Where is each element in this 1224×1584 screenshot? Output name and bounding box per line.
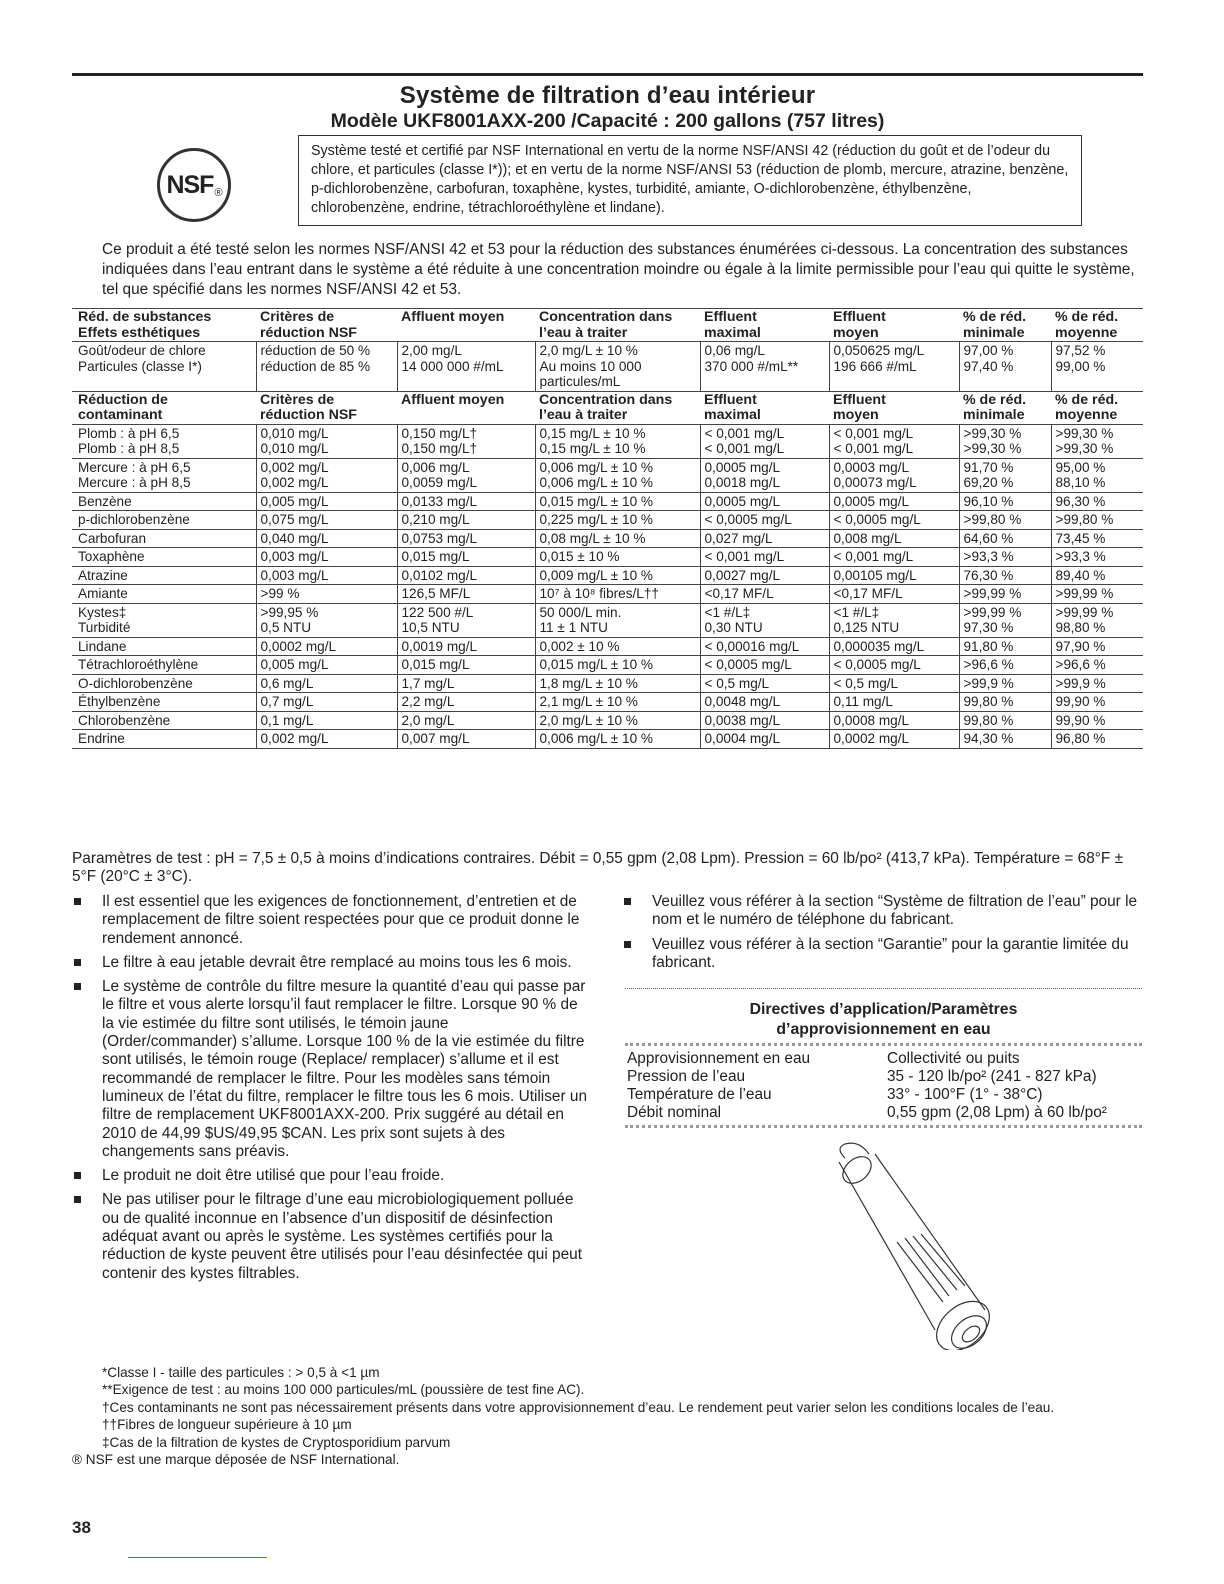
nsf-logo-reg: ®: [214, 187, 222, 199]
nsf-logo-text: NSF: [166, 170, 214, 199]
table-cell: 0,0002 mg/L: [256, 637, 397, 656]
table-header-cell: Réduction de contaminant: [78, 391, 168, 423]
table-row: [72, 529, 1143, 548]
directives-divider: [625, 988, 1142, 989]
table-cell: 0,015 mg/L ± 10 %: [535, 656, 700, 675]
table-cell: >99,99 % 98,80 %: [1051, 603, 1143, 637]
table-cell: 0,075 mg/L: [256, 511, 397, 530]
table-cell: 122 500 #/L 10,5 NTU: [397, 603, 535, 637]
table-cell: 126,5 MF/L: [397, 585, 535, 604]
table-cell: >99 %: [256, 585, 397, 604]
table-header-cell: % de réd. moyenne: [1055, 309, 1119, 341]
filter-cartridge-illustration: [825, 1140, 1005, 1350]
table-cell: 0,007 mg/L: [397, 730, 535, 749]
table-cell: 0,15 mg/L ± 10 % 0,15 mg/L ± 10 %: [535, 424, 700, 458]
footnote: †Ces contaminants ne sont pas nécessairement présents dans votre approvisionnement d’eau. Le rendement peut varier selon les conditions locales de l’eau.: [102, 1399, 1055, 1415]
table-cell: Tétrachloroéthylène: [78, 657, 199, 672]
table-cell: < 0,0005 mg/L: [829, 511, 959, 530]
directives-row: Température de l’eau 33° - 100°F (1° - 38°C): [627, 1086, 1043, 1103]
performance-table: [72, 308, 1143, 749]
table-cell: 0,027 mg/L: [700, 529, 829, 548]
table-cell: 0,0038 mg/L: [700, 711, 829, 730]
table-row: [72, 342, 1143, 392]
table-cell: >96,6 %: [959, 656, 1051, 675]
table-row: [72, 603, 1143, 637]
table-cell: 2,0 mg/L: [397, 711, 535, 730]
table-row: [72, 674, 1143, 693]
table-cell: 97,90 %: [1051, 637, 1143, 656]
table-header-cell: % de réd. minimale: [963, 309, 1027, 341]
table-cell: 0,002 ± 10 %: [535, 637, 700, 656]
table-cell: 0,000035 mg/L: [829, 637, 959, 656]
bullet-item: Il est essentiel que les exigences de fonctionnement, d’entretien et de remplacement de filtre soient respectées pour que ce produit donne le rendement annoncé.: [72, 893, 587, 948]
table-cell: <1 #/L‡ 0,30 NTU: [700, 603, 829, 637]
footer-rule: [128, 1557, 267, 1558]
table-header-cell: Affluent moyen: [401, 309, 505, 325]
table-cell: 0,015 ± 10 %: [535, 548, 700, 567]
table-cell: < 0,001 mg/L: [700, 548, 829, 567]
footnote: ‡Cas de la filtration de kystes de Cryptosporidium parvum: [102, 1434, 451, 1450]
table-header-cell: Effluent maximal: [704, 391, 761, 423]
table-cell: >99,9 %: [1051, 674, 1143, 693]
table-cell: 0,003 mg/L: [256, 548, 397, 567]
bullet-item: Le système de contrôle du filtre mesure la quantité d’eau qui passe par le filtre et vous alerte lorsqu’il faut remplacer le filtre. Lorsque 90 % de la vie estimée du filtre sont utilisés, le témoin jaune (Order/commander) s’allume. Lorsque 100 % de la vie estimée du filtre sont utilisés, le témoin rouge (Replace/ remplacer) s’allume et il est recommandé de remplacer le filtre. Pour les modèles sans témoin lumineux de l’état du filtre, remplacer le filtre tous les 6 mois. Utiliser un filtre de remplacement UKF8001AXX-200. Prix suggéré au détail en 2010 de 44,99 $US/49,95 $CAN. Les prix sont sujets à des changements sans préavis.: [72, 978, 587, 1161]
table-row: [72, 548, 1143, 567]
bullet-item: Veuillez vous référer à la section “Système de filtration de l’eau” pour le nom et le numéro de téléphone du fabricant.: [622, 893, 1144, 930]
table-cell: 2,00 mg/L 14 000 000 #/mL: [397, 342, 535, 392]
table-cell: >99,30 % >99,30 %: [1051, 424, 1143, 458]
table-cell: 0,015 mg/L: [397, 656, 535, 675]
table-cell: 0,0133 mg/L: [397, 492, 535, 511]
table-cell: 0,002 mg/L: [256, 730, 397, 749]
table-cell: >93,3 %: [959, 548, 1051, 567]
table-cell: 0,003 mg/L: [256, 566, 397, 585]
test-parameters: Paramètres de test : pH = 7,5 ± 0,5 à moins d’indications contraires. Débit = 0,55 gpm (2,08 Lpm). Pression = 60 lb/po² (413,7 kPa). Température = 68°F ± 5°F (20°C ± 3°C).: [72, 850, 1124, 885]
table-cell: Plomb : à pH 6,5 Plomb : à pH 8,5: [78, 425, 180, 456]
table-cell: <1 #/L‡ 0,125 NTU: [829, 603, 959, 637]
table-cell: 96,30 %: [1051, 492, 1143, 511]
table-row: [72, 711, 1143, 730]
footnotes: [72, 1364, 1143, 1468]
table-cell: 0,002 mg/L 0,002 mg/L: [256, 458, 397, 492]
table-cell: <0,17 MF/L: [829, 585, 959, 604]
table-cell: 0,7 mg/L: [256, 693, 397, 712]
table-cell: < 0,001 mg/L: [829, 548, 959, 567]
bullet-item: Veuillez vous référer à la section “Garantie” pour la garantie limitée du fabricant.: [622, 936, 1144, 973]
table-row: [72, 511, 1143, 530]
table-cell: < 0,001 mg/L < 0,001 mg/L: [829, 424, 959, 458]
table-cell: < 0,0005 mg/L: [829, 656, 959, 675]
table-header-cell: % de réd. moyenne: [1055, 391, 1119, 423]
table-cell: >99,99 % 97,30 %: [959, 603, 1051, 637]
table-cell: < 0,5 mg/L: [829, 674, 959, 693]
certification-box: Système testé et certifié par NSF International en vertu de la norme NSF/ANSI 42 (réduction du goût et de l’odeur du chlore, et particules (classe I*)); et en vertu de la norme NSF/ANSI 53 (réduction de plomb, mercure, atrazine, benzène, p-dichlorobenzène, carbofuran, toxaphène, kystes, turbidité, amiante, O-dichlorobenzène, éthylbenzène, chlorobenzène, endrine, tétrachloroéthylène et lindane).: [298, 135, 1082, 226]
table-cell: Éthylbenzène: [78, 694, 161, 709]
table-cell: 2,0 mg/L ± 10 %: [535, 711, 700, 730]
table-cell: >99,30 % >99,30 %: [959, 424, 1051, 458]
directives-table: [625, 1043, 1142, 1128]
table-cell: 94,30 %: [959, 730, 1051, 749]
table-cell: >96,6 %: [1051, 656, 1143, 675]
table-cell: p-dichlorobenzène: [78, 512, 190, 527]
table-cell: 0,005 mg/L: [256, 492, 397, 511]
table-cell: >93,3 %: [1051, 548, 1143, 567]
footnote: **Exigence de test : au moins 100 000 particules/mL (poussière de test fine AC).: [102, 1382, 585, 1398]
table-cell: 0,0004 mg/L: [700, 730, 829, 749]
table-cell: 73,45 %: [1051, 529, 1143, 548]
table-header-cell: Critères de réduction NSF: [260, 309, 357, 341]
table-cell: >99,80 %: [1051, 511, 1143, 530]
table-cell: >99,95 % 0,5 NTU: [256, 603, 397, 637]
table-cell: 96,80 %: [1051, 730, 1143, 749]
table-cell: 0,150 mg/L† 0,150 mg/L†: [397, 424, 535, 458]
table-cell: O-dichlorobenzène: [78, 675, 193, 691]
table-row: [72, 693, 1143, 712]
table-cell: < 0,5 mg/L: [700, 674, 829, 693]
page-number: 38: [72, 1518, 91, 1537]
table-row: [72, 424, 1143, 458]
table-cell: 2,2 mg/L: [397, 693, 535, 712]
table-cell: 0,0753 mg/L: [397, 529, 535, 548]
table-cell: 0,0019 mg/L: [397, 637, 535, 656]
table-cell: 0,015 mg/L: [397, 548, 535, 567]
table-cell: Carbofuran: [78, 530, 147, 546]
table-header-cell: Concentration dans l’eau à traiter: [539, 391, 673, 423]
table-cell: 0,1 mg/L: [256, 711, 397, 730]
table-cell: < 0,001 mg/L < 0,001 mg/L: [700, 424, 829, 458]
table-cell: 0,0002 mg/L: [829, 730, 959, 749]
table-cell: < 0,0005 mg/L: [700, 511, 829, 530]
table-cell: Kystes‡ Turbidité: [78, 604, 131, 635]
table-cell: < 0,00016 mg/L: [700, 637, 829, 656]
footnote: ††Fibres de longueur supérieure à 10 µm: [102, 1417, 352, 1433]
table-cell: 91,80 %: [959, 637, 1051, 656]
table-cell: 2,0 mg/L ± 10 % Au moins 10 000 particules/mL: [535, 342, 700, 392]
table-header-row: [72, 309, 1143, 342]
table-cell: 2,1 mg/L ± 10 %: [535, 693, 700, 712]
table-cell: 0,005 mg/L: [256, 656, 397, 675]
directives-title: Directives d’application/Paramètres d’approvisionnement en eau: [749, 1001, 1018, 1038]
bullet-item: Ne pas utiliser pour le filtrage d’une eau microbiologiquement polluée ou de qualité inconnue en l’absence d’un dispositif de désinfection adéquat avant ou après le système. Les systèmes certifiés pour la réduction de kyste peuvent être utilisés pour l’eau désinfectée qui peut contenir des kystes filtrables.: [72, 1191, 587, 1282]
table-header-cell: % de réd. minimale: [963, 391, 1027, 423]
table-cell: 0,015 mg/L ± 10 %: [535, 492, 700, 511]
footnote: *Classe I - taille des particules : > 0,5 à <1 µm: [102, 1365, 380, 1380]
table-cell: 0,006 mg/L 0,0059 mg/L: [397, 458, 535, 492]
table-header-row: [72, 391, 1143, 424]
table-cell: Chlorobenzène: [78, 712, 171, 728]
table-cell: 0,08 mg/L ± 10 %: [535, 529, 700, 548]
table-cell: 0,050625 mg/L 196 666 #/mL: [829, 342, 959, 392]
table-cell: < 0,0005 mg/L: [700, 656, 829, 675]
table-cell: Toxaphène: [78, 549, 145, 564]
table-row: [72, 637, 1143, 656]
table-cell: 0,06 mg/L 370 000 #/mL**: [700, 342, 829, 392]
directives-row: Débit nominal 0,55 gpm (2,08 Lpm) à 60 lb/po²: [627, 1104, 1107, 1121]
table-row: [72, 492, 1143, 511]
table-cell: 0,6 mg/L: [256, 674, 397, 693]
table-cell: 1,8 mg/L ± 10 %: [535, 674, 700, 693]
table-cell: 95,00 % 88,10 %: [1051, 458, 1143, 492]
table-header-cell: Affluent moyen: [401, 391, 505, 408]
table-header-cell: Critères de réduction NSF: [260, 391, 357, 423]
table-cell: 0,006 mg/L ± 10 %: [535, 730, 700, 749]
table-cell: Mercure : à pH 6,5 Mercure : à pH 8,5: [78, 459, 191, 490]
table-header-cell: Réd. de substances Effets esthétiques: [78, 309, 212, 341]
directives-row: Approvisionnement en eau Collectivité ou puits: [627, 1050, 1020, 1067]
table-row: [72, 585, 1143, 604]
table-cell: 0,210 mg/L: [397, 511, 535, 530]
table-cell: 96,10 %: [959, 492, 1051, 511]
table-row: [72, 656, 1143, 675]
table-header-cell: Effluent moyen: [833, 309, 886, 341]
trademark-note: ® NSF est une marque déposée de NSF International.: [72, 1452, 400, 1468]
table-cell: 0,0005 mg/L 0,0018 mg/L: [700, 458, 829, 492]
directives-row: Pression de l’eau 35 - 120 lb/po² (241 - 827 kPa): [627, 1068, 1097, 1085]
table-cell: 0,00105 mg/L: [829, 566, 959, 585]
table-cell: 0,0102 mg/L: [397, 566, 535, 585]
table-cell: 0,0003 mg/L 0,00073 mg/L: [829, 458, 959, 492]
table-cell: 64,60 %: [959, 529, 1051, 548]
table-cell: 0,040 mg/L: [256, 529, 397, 548]
top-rule: [72, 73, 1143, 76]
table-cell: 0,0005 mg/L: [700, 492, 829, 511]
bullet-list-right: [622, 893, 1144, 978]
table-cell: 0,009 mg/L ± 10 %: [535, 566, 700, 585]
table-cell: Endrine: [78, 731, 125, 746]
table-cell: <0,17 MF/L: [700, 585, 829, 604]
table-cell: 76,30 %: [959, 566, 1051, 585]
table-cell: 0,0005 mg/L: [829, 492, 959, 511]
table-cell: 99,80 %: [959, 693, 1051, 712]
table-cell: Lindane: [78, 638, 127, 654]
table-row: [72, 730, 1143, 749]
table-cell: 89,40 %: [1051, 566, 1143, 585]
table-cell: 99,90 %: [1051, 711, 1143, 730]
page-title: Système de filtration d’eau intérieur: [399, 82, 816, 109]
bullet-list-left: [72, 893, 587, 1289]
table-cell: 0,006 mg/L ± 10 % 0,006 mg/L ± 10 %: [535, 458, 700, 492]
table-cell: 0,0008 mg/L: [829, 711, 959, 730]
table-cell: 50 000/L min. 11 ± 1 NTU: [535, 603, 700, 637]
table-cell: 0,225 mg/L ± 10 %: [535, 511, 700, 530]
table-cell: 99,80 %: [959, 711, 1051, 730]
table-cell: 1,7 mg/L: [397, 674, 535, 693]
table-cell: >99,80 %: [959, 511, 1051, 530]
table-cell: 0,11 mg/L: [829, 693, 959, 712]
table-cell: réduction de 50 % réduction de 85 %: [256, 342, 397, 392]
bullet-item: Le filtre à eau jetable devrait être remplacé au moins tous les 6 mois.: [72, 954, 587, 972]
table-row: [72, 566, 1143, 585]
table-cell: 0,008 mg/L: [829, 529, 959, 548]
table-cell: 99,90 %: [1051, 693, 1143, 712]
table-cell: 0,0048 mg/L: [700, 693, 829, 712]
table-cell: 0,010 mg/L 0,010 mg/L: [256, 424, 397, 458]
table-cell: >99,99 %: [959, 585, 1051, 604]
bullet-item: Le produit ne doit être utilisé que pour l’eau froide.: [72, 1167, 587, 1185]
table-cell: 10⁷ à 10⁸ fibres/L††: [535, 585, 700, 604]
table-cell: Amiante: [78, 586, 128, 601]
table-header-cell: Concentration dans l’eau à traiter: [539, 309, 673, 341]
table-cell: 97,52 % 99,00 %: [1051, 342, 1143, 392]
table-cell: Benzène: [78, 493, 132, 509]
table-cell: 91,70 % 69,20 %: [959, 458, 1051, 492]
table-header-cell: Effluent maximal: [704, 309, 761, 341]
table-cell: 0,0027 mg/L: [700, 566, 829, 585]
page-subtitle: Modèle UKF8001AXX-200 /Capacité : 200 gallons (757 litres): [330, 110, 885, 132]
table-cell: >99,99 %: [1051, 585, 1143, 604]
table-row: [72, 458, 1143, 492]
table-cell: Atrazine: [78, 567, 128, 583]
table-cell: 97,00 % 97,40 %: [959, 342, 1051, 392]
intro-paragraph: Ce produit a été testé selon les normes NSF/ANSI 42 et 53 pour la réduction des substances énumérées ci-dessous. La concentration des substances indiquées dans l’eau entrant dans le système a été réduite à une concentration moindre ou égale à la limite permissible pour l’eau qui quitte le système, tel que spécifié dans les normes NSF/ANSI 42 et 53.: [102, 241, 1135, 298]
nsf-logo: [157, 148, 231, 222]
table-cell: Goût/odeur de chlore Particules (classe I*): [78, 343, 206, 374]
table-cell: >99,9 %: [959, 674, 1051, 693]
table-header-cell: Effluent moyen: [833, 391, 886, 423]
